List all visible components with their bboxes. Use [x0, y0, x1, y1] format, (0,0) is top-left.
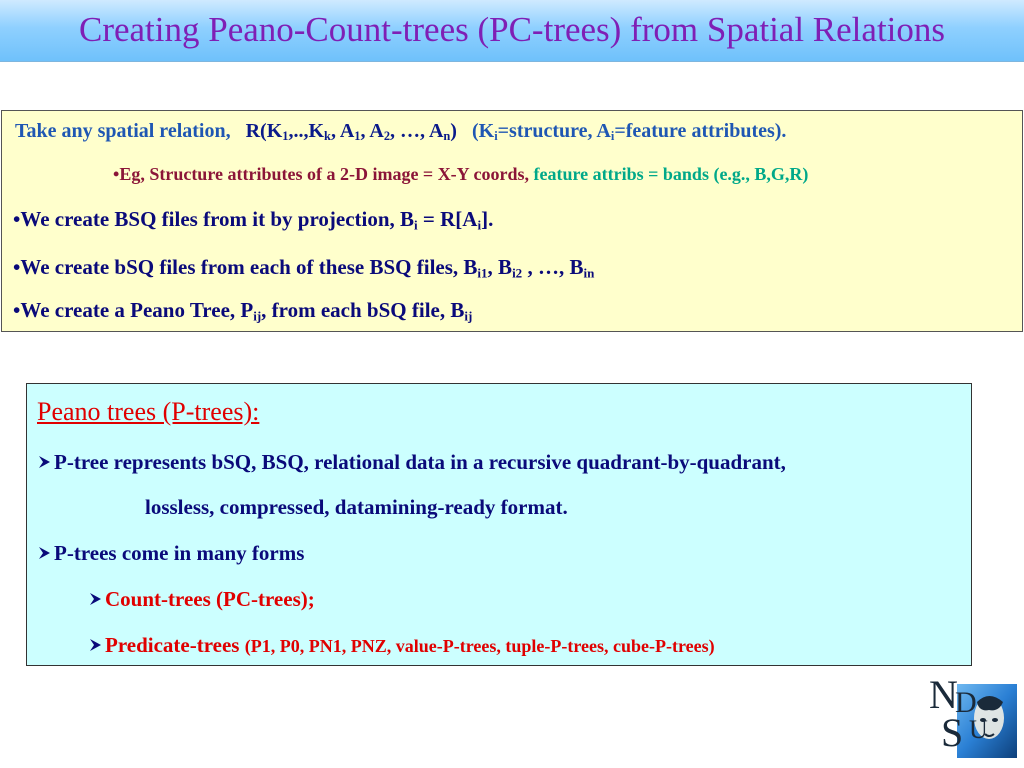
ptree-bullet-forms: P-trees come in many forms: [37, 541, 304, 566]
peano-tree-line: •We create a Peano Tree, $P_{ij}$, from each bSQ file, $B_{ij}$: [13, 298, 473, 324]
svg-text:D: D: [955, 686, 977, 719]
arrow-bullet-icon: [37, 455, 51, 469]
svg-text:N: N: [929, 672, 958, 717]
ptree-bullet-represents-cont: lossless, compressed, datamining-ready format.: [145, 495, 568, 519]
relation-definition-line: [15, 120, 786, 143]
structure-example: Eg, Structure attributes of a 2-D image = X-Y coords,: [119, 164, 530, 184]
ptree-bullet-count-trees: Count-trees (PC-trees);: [88, 587, 315, 612]
arrow-bullet-icon: [88, 592, 102, 606]
example-line: •Eg, Structure attributes of a 2-D image = X-Y coords, feature attribs = bands (e.g., B,G,R): [113, 164, 809, 184]
attribute-legend: ($K_i=structure$, $A_i=feature$ attributes).: [471, 120, 787, 144]
relation-formula: $R(K_1,..,K_k$, $A_1$, $A_2$, …, $A_n$): [245, 120, 457, 144]
title-bar: [0, 0, 1024, 62]
ptree-bullet-predicate-trees: Predicate-trees (P1, P0, PN1, PNZ, value-P-trees, tuple-P-trees, cube-P-trees): [88, 633, 715, 658]
arrow-bullet-icon: [37, 546, 51, 560]
svg-text:U: U: [969, 715, 988, 744]
intro-text: Take any spatial relation,: [15, 120, 231, 142]
bsq-files-line: •We create bSQ files from each of these BSQ files, $B_{i1}$, $B_{i2}$ , …, $B_{in}$: [13, 255, 595, 281]
ptrees-heading: Peano trees (P-trees):: [37, 397, 260, 426]
ptree-bullet-represents: P-tree represents bSQ, BSQ, relational data in a recursive quadrant-by-quadrant,: [37, 450, 786, 475]
bsq-projection-line: •We create BSQ files from it by projection, $B_i = R[A_i]$.: [13, 207, 494, 233]
ndsu-logo-icon: [927, 672, 1019, 762]
svg-text:S: S: [941, 710, 964, 755]
page-title: Creating Peano-Count-trees (PC-trees) from Spatial Relations: [78, 10, 946, 49]
feature-example: feature attribs = bands (e.g., B,G,R): [533, 164, 809, 184]
arrow-bullet-icon: [88, 638, 102, 652]
